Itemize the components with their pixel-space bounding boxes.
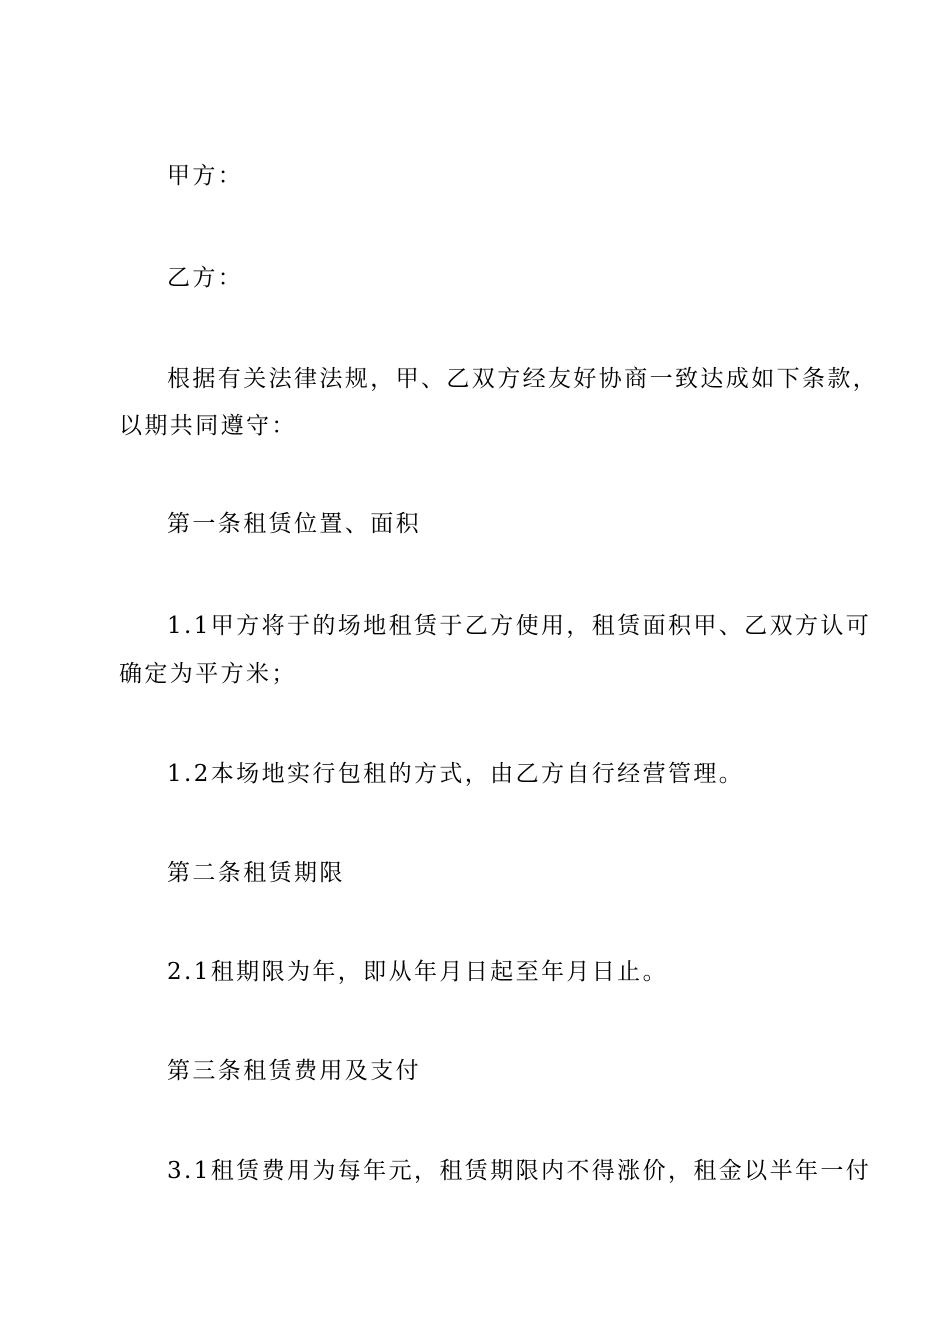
clause-3-1-line-1: 3.1租赁费用为每年元，租赁期限内不得涨价，租金以半年一付 bbox=[167, 1158, 872, 1184]
preamble-line-2: 以期共同遵守： bbox=[119, 413, 297, 439]
article-3-heading: 第三条租赁费用及支付 bbox=[167, 1058, 421, 1084]
party-b-label: 乙方： bbox=[167, 265, 244, 291]
clause-1-1-line-2: 确定为平方米； bbox=[119, 661, 297, 687]
article-1-heading: 第一条租赁位置、面积 bbox=[167, 511, 421, 537]
clause-1-2: 1.2本场地实行包租的方式，由乙方自行经营管理。 bbox=[167, 761, 745, 787]
article-2-heading: 第二条租赁期限 bbox=[167, 860, 345, 886]
clause-2-1: 2.1租期限为年，即从年月日起至年月日止。 bbox=[167, 959, 668, 985]
preamble-line-1: 根据有关法律法规，甲、乙双方经友好协商一致达成如下条款， bbox=[167, 366, 879, 392]
clause-1-1-line-1: 1.1甲方将于的场地租赁于乙方使用，租赁面积甲、乙双方认可 bbox=[167, 613, 872, 639]
party-a-label: 甲方： bbox=[167, 163, 244, 189]
